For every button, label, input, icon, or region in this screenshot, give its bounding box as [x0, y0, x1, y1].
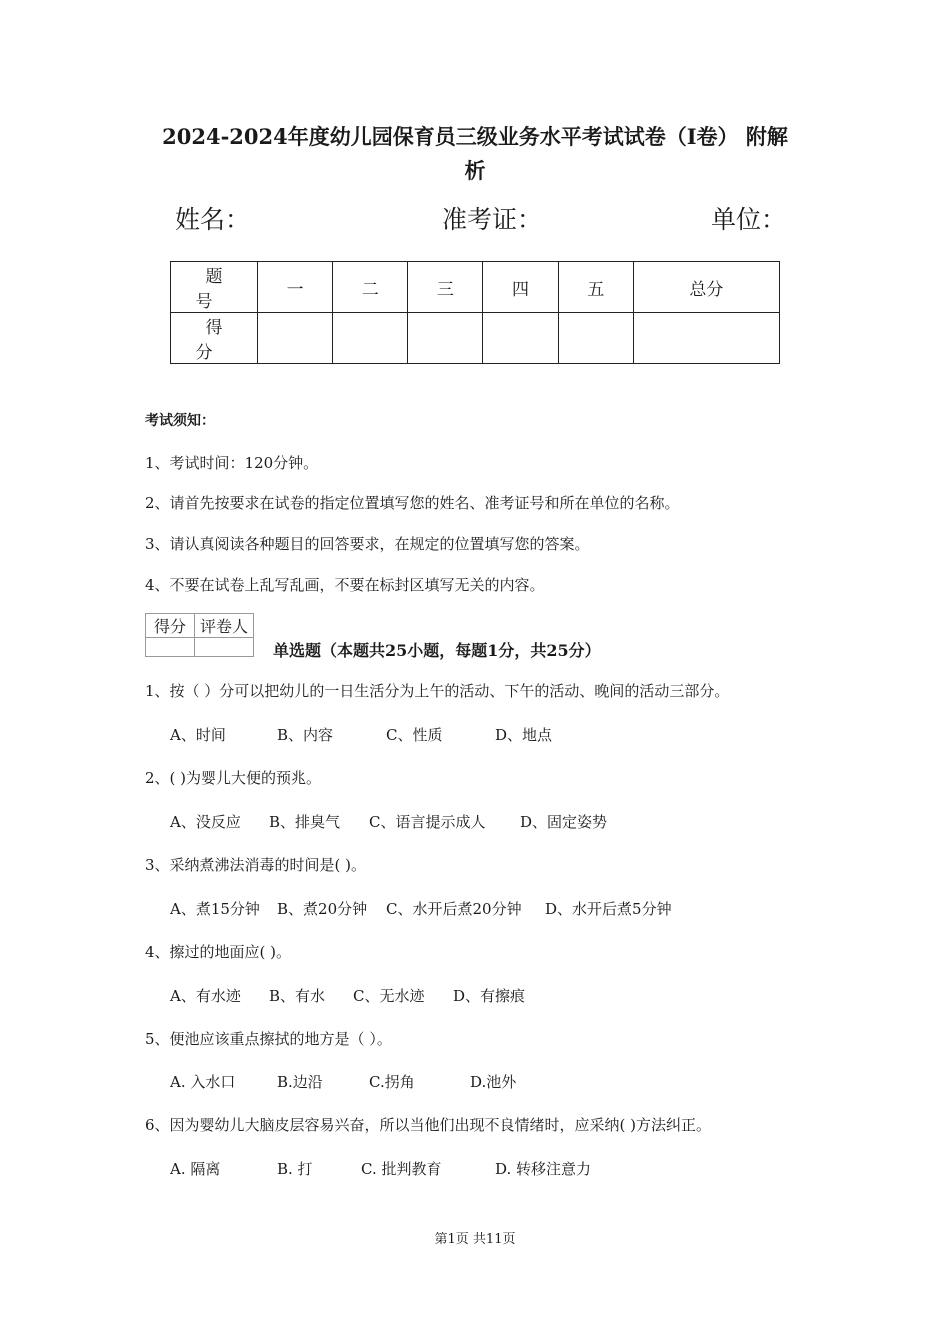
score-cell-4[interactable] [483, 313, 558, 364]
option-a[interactable]: A、时间 [170, 726, 226, 744]
option-d[interactable]: D、地点 [495, 726, 553, 744]
score-table-score-row [171, 313, 780, 364]
document-title [130, 120, 820, 188]
column-2: 二 [333, 262, 408, 313]
question-4: 4、擦过的地面应( )。 [145, 943, 292, 961]
option-c[interactable]: C.拐角 [369, 1073, 415, 1091]
exam-id-label: 准考证： [442, 205, 543, 234]
note-item-4: 4、不要在试卷上乱写乱画，不要在标封区填写无关的内容。 [145, 576, 545, 594]
option-b[interactable]: B. 打 [277, 1160, 313, 1178]
question-number-label: 题号 [171, 262, 258, 313]
score-table [170, 261, 780, 364]
question-2: 2、( )为婴儿大便的预兆。 [145, 769, 322, 787]
option-a[interactable]: A、有水迹 [170, 987, 241, 1005]
question-3: 3、采纳煮沸法消毒的时间是( )。 [145, 856, 367, 874]
question-5: 5、便池应该重点擦拭的地方是（ ）。 [145, 1030, 392, 1048]
option-a[interactable]: A、煮15分钟 [170, 900, 260, 918]
column-3: 三 [408, 262, 483, 313]
title-line-1: 2024-2024年度幼儿园保育员三级业务水平考试试卷（I卷） 附解 [162, 124, 788, 149]
option-b[interactable]: B.边沿 [277, 1073, 323, 1091]
note-item-1: 1、考试时间：120分钟。 [145, 454, 319, 472]
option-a[interactable]: A. 隔离 [170, 1160, 221, 1178]
notes-title: 考试须知： [145, 413, 215, 429]
option-c[interactable]: C、水开后煮20分钟 [386, 900, 522, 918]
option-c[interactable]: C、性质 [386, 726, 443, 744]
option-d[interactable]: D.池外 [470, 1073, 517, 1091]
score-table-header-row [171, 262, 780, 313]
section-title: 单选题（本题共25小题，每题1分，共25分） [273, 641, 601, 660]
name-label: 姓名： [175, 205, 251, 234]
score-label: 得分 [171, 313, 258, 364]
grader-score-label: 得分 [146, 614, 195, 638]
score-cell-total[interactable] [633, 313, 779, 364]
option-b[interactable]: B、内容 [277, 726, 334, 744]
score-cell-3[interactable] [408, 313, 483, 364]
option-a[interactable]: A. 入水口 [170, 1073, 236, 1091]
column-4: 四 [483, 262, 558, 313]
score-cell-5[interactable] [558, 313, 633, 364]
option-c[interactable]: C、无水迹 [353, 987, 425, 1005]
column-5: 五 [558, 262, 633, 313]
score-cell-2[interactable] [333, 313, 408, 364]
note-item-3: 3、请认真阅读各种题目的回答要求，在规定的位置填写您的答案。 [145, 535, 590, 553]
option-b[interactable]: B、有水 [269, 987, 326, 1005]
score-cell-1[interactable] [258, 313, 333, 364]
option-c[interactable]: C、语言提示成人 [369, 813, 486, 831]
option-d[interactable]: D. 转移注意力 [495, 1160, 592, 1178]
option-c[interactable]: C. 批判教育 [361, 1160, 442, 1178]
question-6: 6、因为婴幼儿大脑皮层容易兴奋，所以当他们出现不良情绪时，应采纳( )方法纠正。 [145, 1116, 712, 1134]
question-1: 1、按（ ）分可以把幼儿的一日生活分为上午的活动、下午的活动、晚间的活动三部分。 [145, 682, 730, 700]
option-d[interactable]: D、固定姿势 [520, 813, 608, 831]
option-d[interactable]: D、水开后煮5分钟 [545, 900, 672, 918]
title-line-2: 析 [464, 158, 486, 183]
grader-name-cell[interactable] [195, 638, 254, 657]
page-footer: 第1页 共11页 [434, 1232, 516, 1247]
note-item-2: 2、请首先按要求在试卷的指定位置填写您的姓名、准考证号和所在单位的名称。 [145, 494, 680, 512]
option-b[interactable]: B、煮20分钟 [277, 900, 368, 918]
option-b[interactable]: B、排臭气 [269, 813, 341, 831]
unit-label: 单位： [711, 205, 787, 234]
column-1: 一 [258, 262, 333, 313]
candidate-info-fields [0, 200, 950, 240]
grader-score-cell[interactable] [146, 638, 195, 657]
column-total: 总分 [633, 262, 779, 313]
option-a[interactable]: A、没反应 [170, 813, 241, 831]
grader-name-label: 评卷人 [195, 614, 254, 638]
grader-box [145, 613, 254, 657]
option-d[interactable]: D、有擦痕 [453, 987, 526, 1005]
